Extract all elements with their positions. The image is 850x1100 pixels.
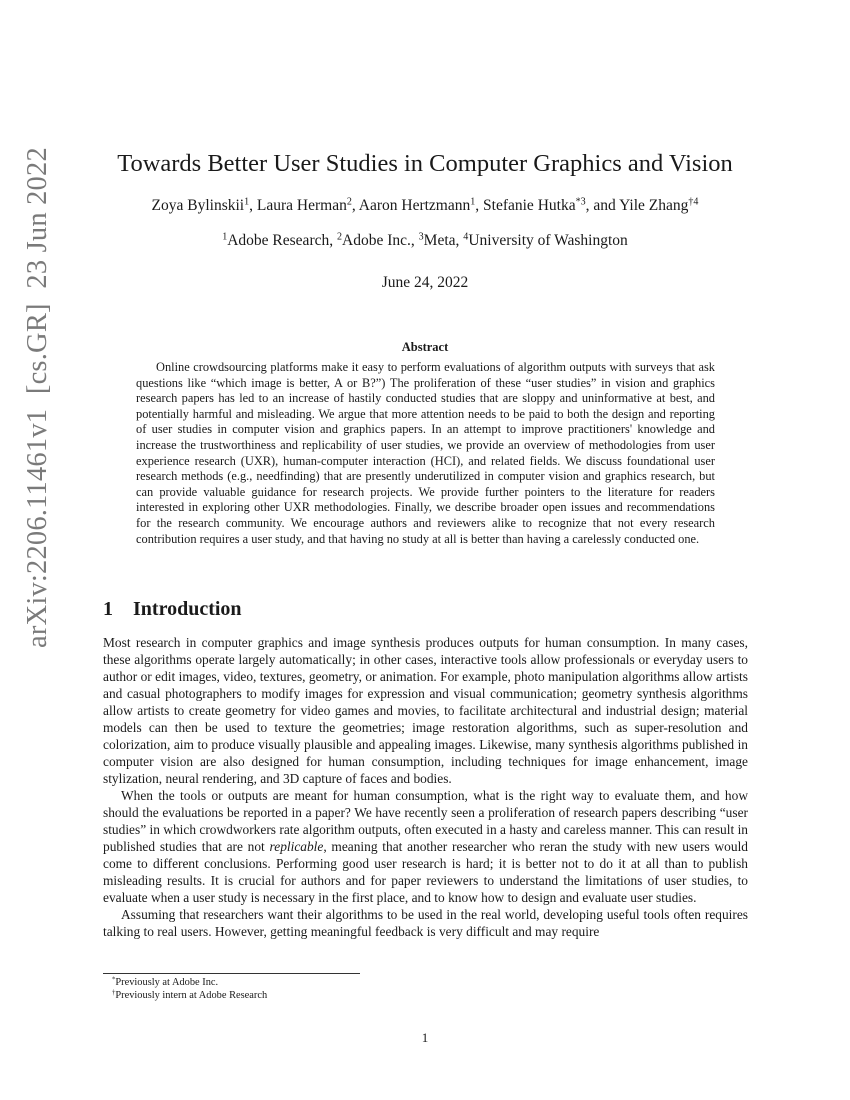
author: Aaron Hertzmann$^1$,: [358, 196, 484, 214]
paragraph: Most research in computer graphics and image synthesis produces outputs for human consumption. In many cases, these algorithms operate largely automatically; in other cases, interactive tools allow professionals or everyday users to author or edit images, video, textures, geometry, or animation. For example, photo manipulation algorithms allow artists and casual photographers to modify images for expression and visual communication; geometry synthesis algorithms allow artists to create geometry for video games and movies, to facilitate architectural and industrial design; material models can then be used to texture the geometries; image restoration algorithms, such as super-resolution and colorization, aim to produce visually plausible and appealing images. Likewise, many synthesis algorithms published in computer vision are also designed for human consumption, including techniques for image enhancement, image stylization, neural rendering, and 3D capture of faces and bodies.: [103, 635, 748, 786]
affiliation: $^2$Adobe Inc.,: [336, 231, 419, 249]
section-title: Introduction: [133, 598, 242, 620]
affiliation: $^3$Meta,: [418, 231, 464, 249]
arxiv-identifier-stamp: arXiv:2206.11461v1 [cs.GR] 23 Jun 2022: [22, 147, 53, 648]
affiliation-list: [0, 232, 850, 250]
section-number: 1: [103, 598, 113, 620]
affiliation: $^1$Adobe Research,: [222, 231, 337, 249]
footnotes: [112, 976, 267, 1002]
author-list: [0, 197, 850, 215]
author: Stefanie Hutka$^{*3}$, and: [483, 196, 620, 214]
emphasis-replicable: replicable: [269, 839, 324, 854]
paragraph: When the tools or outputs are meant for human consumption, what is the right way to evaluate them, and how should the evaluations be reported in a paper? We have recently seen a proliferation of research papers describing “user studies” in which crowdworkers rate algorithm outputs, often executed in a hasty and careless manner. This can result in published studies that are not replicable, meaning that another researcher who reran the study with new users would come to different conclusions. Performing good user research is hard; it is better not to do it at all than to publish misleading results. It is crucial for authors and for paper reviewers to understand the limitations of user studies, to evaluate when a user study is necessary in the first place, and to know how to design and evaluate user studies.: [103, 788, 748, 905]
author: Yile Zhang$^{\dagger 4}$: [619, 196, 699, 214]
body-text: [103, 634, 748, 940]
abstract-heading: Abstract: [401, 340, 449, 354]
publication-date: June 24, 2022: [381, 274, 469, 291]
abstract-text: Online crowdsourcing platforms make it easy to perform evaluations of algorithm outputs with surveys that ask questions like “which image is better, A or B?”) The proliferation of these “user studies” in vision and graphics research papers has led to an increase of hastily conducted studies that are sloppy and uninformative at best, and potentially harmful and misleading. We argue that more attention needs to be paid to both the design and reporting of user studies in computer vision and graphics papers. In an attempt to improve practitioners' knowledge and increase the trustworthiness and replicability of user studies, we provide an overview of methodologies from user experience research (UXR), human-computer interaction (HCI), and related fields. We discuss foundational user research methods (e.g., needfinding) that are presently underutilized in computer vision and graphics research, but can provide valuable guidance for research projects. We provide further pointers to the literature for readers interested in exploring other UXR methodologies. Finally, we describe broader open issues and recommendations for the research community. We encourage authors and reviewers alike to recognize that not every research contribution requires a user study, and that having no study at all is better than having a carelessly conducted one.: [136, 360, 715, 546]
footnote: *Previously at Adobe Inc.: [112, 976, 219, 988]
section-heading: [103, 598, 242, 621]
author: Zoya Bylinskii$^1$,: [151, 196, 257, 214]
affiliation: $^4$University of Washington: [463, 231, 628, 249]
page-number: 1: [421, 1030, 429, 1045]
author: Laura Herman$^2$,: [256, 196, 359, 214]
footnote: †Previously intern at Adobe Research: [112, 989, 268, 1001]
paragraph: Assuming that researchers want their algorithms to be used in the real world, developing useful tools often requires talking to real users. However, getting meaningful feedback is very difficult and may require: [103, 907, 748, 939]
paper-title: Towards Better User Studies in Computer Graphics and Vision: [117, 150, 733, 177]
footnote-divider: [103, 973, 360, 974]
